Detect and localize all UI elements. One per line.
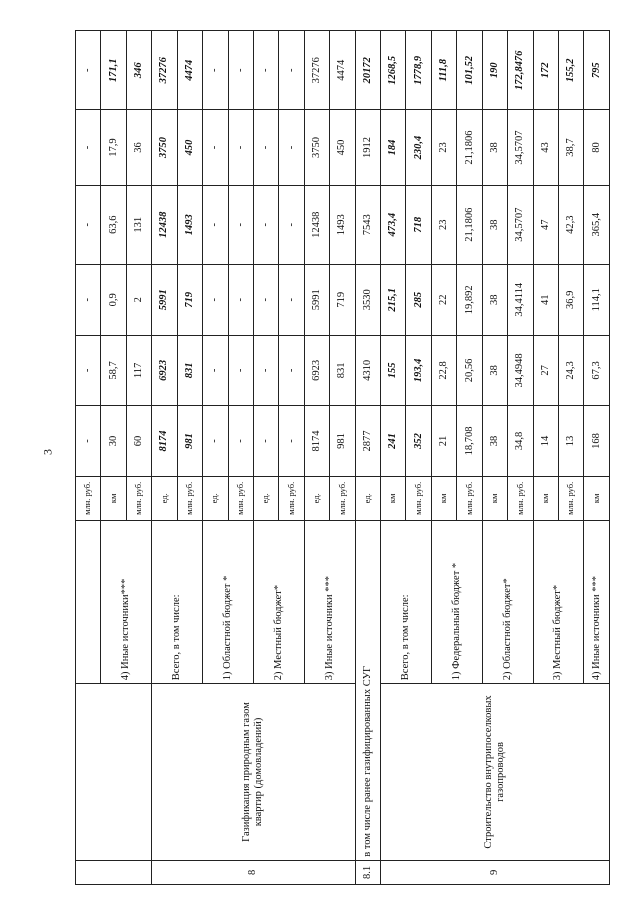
value-cell: 8174 [152, 406, 177, 477]
value-cell: 22,8 [431, 335, 456, 406]
value-cell: 131 [126, 185, 151, 264]
value-cell: 27 [533, 335, 558, 406]
value-cell: 18,708 [457, 406, 482, 477]
value-cell: 365,4 [584, 185, 610, 264]
item-name-cell: Газификация природным газом квартир (домовладений) [152, 684, 355, 861]
value-cell: 38 [482, 264, 507, 335]
unit-cell: млн. руб. [559, 476, 584, 520]
value-cell: 719 [330, 264, 355, 335]
value-cell: - [279, 185, 304, 264]
value-cell: - [228, 110, 253, 185]
value-cell: 22 [431, 264, 456, 335]
value-cell-total: - [279, 31, 304, 111]
source-cell: Всего, в том числе: [152, 520, 203, 683]
unit-cell: млн. руб. [279, 476, 304, 520]
unit-cell: млн. руб. [406, 476, 431, 520]
table-row [381, 31, 406, 885]
value-cell: - [253, 185, 278, 264]
value-cell: - [76, 31, 101, 111]
value-cell-total: - [228, 31, 253, 111]
value-cell-total: 1268,5 [381, 31, 406, 111]
value-cell: 23 [431, 185, 456, 264]
value-cell: 38 [482, 185, 507, 264]
value-cell: - [228, 185, 253, 264]
value-cell: 6923 [304, 335, 329, 406]
unit-cell: км [533, 476, 558, 520]
unit-cell: км [431, 476, 456, 520]
value-cell: 450 [177, 110, 202, 185]
value-cell-total: 4474 [330, 31, 355, 111]
value-cell: 21 [431, 406, 456, 477]
value-cell: 1493 [330, 185, 355, 264]
table-body [76, 31, 610, 885]
item-name-cell [76, 684, 152, 861]
value-cell: 3530 [355, 264, 380, 335]
unit-cell: ед. [203, 476, 228, 520]
table-row [152, 31, 177, 885]
value-cell: 34,8 [508, 406, 533, 477]
value-cell: 5991 [152, 264, 177, 335]
value-cell: 67,3 [584, 335, 610, 406]
value-cell: 450 [330, 110, 355, 185]
unit-cell: км [381, 476, 406, 520]
unit-cell: км [482, 476, 507, 520]
value-cell: 114,1 [584, 264, 610, 335]
value-cell: 21,1806 [457, 110, 482, 185]
value-cell: 230,4 [406, 110, 431, 185]
value-cell: 352 [406, 406, 431, 477]
value-cell: 831 [330, 335, 355, 406]
source-cell [76, 520, 101, 683]
value-cell: 43 [533, 110, 558, 185]
value-cell: 34,5707 [508, 110, 533, 185]
value-cell-total: - [203, 31, 228, 111]
value-cell: 38 [482, 110, 507, 185]
value-cell: 34,4948 [508, 335, 533, 406]
value-cell: - [253, 264, 278, 335]
value-cell: 215,1 [381, 264, 406, 335]
value-cell: - [279, 264, 304, 335]
source-cell: 1) Областной бюджет * [203, 520, 254, 683]
value-cell: 34,5707 [508, 185, 533, 264]
value-cell-total: 346 [126, 31, 151, 111]
value-cell: 23 [431, 110, 456, 185]
value-cell-total: 155,2 [559, 31, 584, 111]
value-cell: 14 [533, 406, 558, 477]
value-cell: 17,9 [101, 110, 126, 185]
value-cell: - [203, 335, 228, 406]
value-cell: 2877 [355, 406, 380, 477]
value-cell: 42,3 [559, 185, 584, 264]
unit-cell: млн. руб. [126, 476, 151, 520]
value-cell: 2 [126, 264, 151, 335]
value-cell: 831 [177, 335, 202, 406]
value-cell: - [228, 264, 253, 335]
value-cell: 38 [482, 335, 507, 406]
value-cell: 117 [126, 335, 151, 406]
value-cell: - [279, 335, 304, 406]
value-cell: 155 [381, 335, 406, 406]
unit-cell: млн. руб. [228, 476, 253, 520]
value-cell-total: 4474 [177, 31, 202, 111]
source-cell: Всего, в том числе: [381, 520, 432, 683]
value-cell: 20,56 [457, 335, 482, 406]
source-cell: 1) Федеральный бюджет * [431, 520, 482, 683]
value-cell: 3750 [152, 110, 177, 185]
unit-cell: млн. руб. [76, 476, 101, 520]
unit-cell: млн. руб. [330, 476, 355, 520]
value-cell: - [76, 406, 101, 477]
row-number-cell [76, 860, 152, 884]
value-cell: - [203, 110, 228, 185]
value-cell: 36,9 [559, 264, 584, 335]
unit-cell: млн. руб. [457, 476, 482, 520]
source-cell: 2) Областной бюджет* [482, 520, 533, 683]
value-cell: - [203, 406, 228, 477]
value-cell: 38 [482, 406, 507, 477]
table-row [355, 31, 380, 885]
value-cell: 58,7 [101, 335, 126, 406]
value-cell: 193,4 [406, 335, 431, 406]
unit-cell: млн. руб. [177, 476, 202, 520]
value-cell-total: 1778,9 [406, 31, 431, 111]
item-name-cell: Строительство внутрипоселковых газопроводов [381, 684, 610, 861]
value-cell: - [76, 185, 101, 264]
source-cell: 2) Местный бюджет* [253, 520, 304, 683]
row-number-cell: 9 [381, 860, 610, 884]
rotated-table-wrapper [75, 30, 610, 885]
value-cell: 8174 [304, 406, 329, 477]
value-cell: 63,6 [101, 185, 126, 264]
funding-table [75, 30, 610, 885]
value-cell-total: 795 [584, 31, 610, 111]
value-cell: 4310 [355, 335, 380, 406]
value-cell-total: 101,52 [457, 31, 482, 111]
value-cell-total: 172,8476 [508, 31, 533, 111]
value-cell: - [76, 264, 101, 335]
table-row [76, 31, 101, 885]
value-cell: 1912 [355, 110, 380, 185]
value-cell: - [203, 264, 228, 335]
value-cell: 184 [381, 110, 406, 185]
unit-cell: ед. [152, 476, 177, 520]
value-cell: 24,3 [559, 335, 584, 406]
value-cell: 6923 [152, 335, 177, 406]
source-cell: 4) Иные источники*** [101, 520, 152, 683]
value-cell-total: 37276 [152, 31, 177, 111]
value-cell-total: 172 [533, 31, 558, 111]
value-cell: 41 [533, 264, 558, 335]
value-cell: - [203, 185, 228, 264]
value-cell: 3750 [304, 110, 329, 185]
value-cell: 719 [177, 264, 202, 335]
row-number-cell: 8.1 [355, 860, 380, 884]
value-cell: - [228, 335, 253, 406]
page-number: 3 [40, 449, 55, 455]
value-cell: - [253, 110, 278, 185]
value-cell: 718 [406, 185, 431, 264]
unit-cell: ед. [304, 476, 329, 520]
value-cell-total: 171,1 [101, 31, 126, 111]
value-cell: 38,7 [559, 110, 584, 185]
value-cell: - [279, 110, 304, 185]
value-cell: 34,4114 [508, 264, 533, 335]
value-cell: 0,9 [101, 264, 126, 335]
source-cell: 3) Иные источники *** [304, 520, 355, 683]
value-cell: 19,892 [457, 264, 482, 335]
unit-cell: ед. [253, 476, 278, 520]
value-cell: 21,1806 [457, 185, 482, 264]
value-cell: - [228, 406, 253, 477]
unit-cell: ед. [355, 476, 380, 520]
value-cell: 12438 [152, 185, 177, 264]
row-number-cell: 8 [152, 860, 355, 884]
value-cell: 5991 [304, 264, 329, 335]
value-cell: 36 [126, 110, 151, 185]
value-cell-total: 190 [482, 31, 507, 111]
value-cell-total: 20172 [355, 31, 380, 111]
value-cell: 47 [533, 185, 558, 264]
source-cell: 4) Иные источники *** [584, 520, 610, 683]
value-cell: - [76, 110, 101, 185]
value-cell: 7543 [355, 185, 380, 264]
value-cell: 981 [177, 406, 202, 477]
value-cell: 60 [126, 406, 151, 477]
value-cell: - [279, 406, 304, 477]
value-cell: 168 [584, 406, 610, 477]
value-cell: 12438 [304, 185, 329, 264]
value-cell-total: - [253, 31, 278, 111]
value-cell: - [253, 406, 278, 477]
source-cell: 3) Местный бюджет* [533, 520, 584, 683]
value-cell: - [76, 335, 101, 406]
value-cell: 473,4 [381, 185, 406, 264]
value-cell: 241 [381, 406, 406, 477]
value-cell: 30 [101, 406, 126, 477]
value-cell-total: 111,8 [431, 31, 456, 111]
value-cell: 981 [330, 406, 355, 477]
unit-cell: млн. руб. [508, 476, 533, 520]
value-cell: 285 [406, 264, 431, 335]
value-cell: - [253, 335, 278, 406]
value-cell: 13 [559, 406, 584, 477]
value-cell-total: 37276 [304, 31, 329, 111]
item-name-cell: в том числе ранее газифицированных СУГ [355, 520, 380, 860]
unit-cell: км [101, 476, 126, 520]
value-cell: 1493 [177, 185, 202, 264]
value-cell: 80 [584, 110, 610, 185]
unit-cell: км [584, 476, 610, 520]
